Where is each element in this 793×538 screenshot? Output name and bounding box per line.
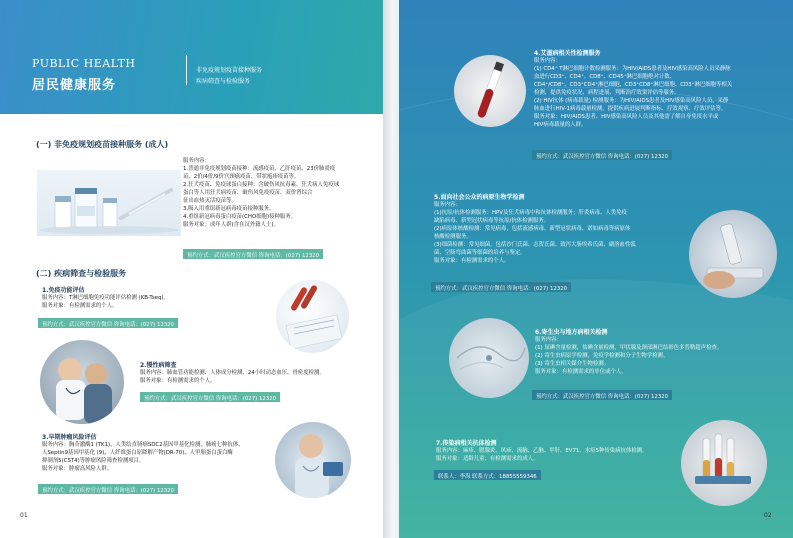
item-title: 7.传染病相关抗体检测 [436, 440, 497, 447]
content-line: 服务对象：适龄儿童；有检测需求的成人。 [436, 456, 539, 462]
content-line: 服务内容：麻疹、腮腺炎、风疹、流脑、乙脑、甲肝、EV71、水痘5种传染病抗体检测。 [436, 448, 648, 454]
target-line: 服务对象：有检测需求的单位或个人。 [535, 369, 627, 375]
content-line: (2) HIV抗体 (病毒载量) 检测服务：为HIV/AIDS患者及HIV感染高风险人员，采静 [534, 98, 729, 104]
contact-bar: 预约方式：武汉疾控官方微信 咨询电话：(027) 12320 [532, 390, 672, 400]
content-label: 服务内容： [534, 58, 561, 64]
content-line: 服务对象：HIV/AIDS患者、HIV感染高风险人员及其他需了解自身免疫水平或 [534, 114, 719, 120]
service-item [436, 438, 696, 463]
content-line: (2)病原体核酸检测：常见病毒，包括流感病毒、新型冠状病毒、诺如病毒等病原体 [434, 226, 631, 232]
contact-bar: 预约方式：武汉疾控官方微信 咨询电话：(027) 12320 [532, 150, 672, 160]
header-sub-item: 非免疫规划疫苗接种服务 [196, 67, 263, 74]
target-line: 服务对象：成年人群(含在汉外籍人士)。 [183, 222, 279, 228]
item-content: 服务内容：肺血管功能检测、人体成分检测、24小时动态血压、骨密度检测。 [140, 370, 325, 376]
item-target: 服务对象：有检测需求的个人。 [140, 378, 216, 384]
content-line: (1) 尿碘含量检测，盐碘含量检测，甲状腺及颈部淋巴结彩色多普勒超声检查。 [535, 345, 723, 351]
contact-bar: 预约方式：武汉疾控官方微信 咨询电话：(027) 12320 [38, 484, 178, 494]
screening-item [42, 432, 267, 473]
item-target: 服务对象：肿瘤高风险人群。 [42, 466, 113, 472]
item-content: 抑制剂5(CST4)等肿瘤风险筛查检测项目。 [42, 458, 145, 464]
content-line: CD4⁺/CD8⁺、CD3⁺CD4⁺淋巴细胞、CD3⁺CD8⁺淋巴细胞、CD3⁺淋巴细胞等相关 [534, 82, 733, 88]
section-title: (二) 疾病筛查与检验服务 [36, 269, 127, 278]
content-line: 血进行CD3⁺、CD4⁺、CD8⁺、CD45⁺淋巴细胞绝对计数、 [534, 74, 676, 80]
content-line: 3.吸入用重组新冠病毒疫苗接种服务。 [183, 206, 275, 212]
item-title: 5.面向社会公众的病原生物学检测 [434, 194, 525, 201]
content-line: (1)抗原/抗体检测服务：HPV及狂犬病毒中和抗体检测服务；肝炎病毒、人类免疫 [434, 210, 627, 216]
item-content: 人Septin9基因甲基化 (9)、人纤维蛋白原降解产物(DR-70)、人甲胎蛋白蛋白酶 [42, 450, 233, 456]
vaccine-photo [37, 170, 181, 236]
service-item [434, 192, 684, 265]
page-gutter [383, 0, 399, 538]
item-title: 6.寄生虫与地方病相关检测 [535, 329, 608, 336]
screening-item [140, 360, 360, 385]
content-line: 苗、2价/4价/9价宫颈癌疫苗、带状疱疹疫苗等。 [183, 174, 300, 180]
contact-bar: 预约方式：武汉疾控官方微信 咨询电话：(027) 12320 [183, 249, 323, 259]
contact-bar: 预约方式：武汉疾控官方微信 咨询电话：(027) 12320 [431, 282, 571, 292]
contact-bar: 预约方式：武汉疾控官方微信 咨询电话：(027) 12320 [140, 392, 280, 402]
specimen-photo [449, 318, 529, 398]
content-label: 服务内容： [434, 202, 461, 208]
page-header [0, 0, 383, 114]
content-label: 服务内容： [183, 158, 210, 164]
item-content: 服务内容：T淋巴细胞免疫功能评估检测 (KB-Tseq)。 [42, 295, 169, 301]
content-line: 2.狂犬疫苗、免疫球蛋白接种：含破伤风抗毒素、狂犬病人免疫球 [183, 182, 340, 188]
contact-bar: 联系人：李海 联系方式：18855559346 [434, 470, 541, 480]
page-number: 01 [20, 512, 28, 519]
screening-item [42, 285, 252, 310]
item-title: 3.早期肿瘤风险评估 [42, 434, 97, 441]
header-title-cn: 居民健康服务 [32, 78, 117, 93]
service-item [535, 327, 787, 376]
lab-tubes-photo [276, 280, 349, 353]
content-line: 1.普通非免疫规划疫苗接种：流感疫苗、乙肝疫苗、23价肺炎疫 [183, 166, 336, 172]
section1-body [183, 157, 378, 229]
content-line: (3)细菌检测：常见细菌，包括沙门氏菌、志贺氏菌、致泻大肠埃希氏菌、副溶血性弧 [434, 242, 636, 248]
left-page [0, 0, 383, 538]
blood-tube-photo [454, 55, 526, 127]
service-item [534, 48, 786, 129]
content-label: 服务内容： [535, 337, 562, 343]
content-line: 脉血进行HIV-1病毒载量检测，提供疾病进展判断指标、疗效观察、疗效评估等。 [534, 106, 727, 112]
section-title: (一) 非免疫规划疫苗接种服务 (成人) [36, 140, 169, 149]
test-tubes-photo [681, 420, 767, 506]
microscope-photo [689, 210, 777, 298]
item-title: 2.慢性病筛查 [140, 362, 177, 369]
contact-bar: 预约方式：武汉疾控官方微信 咨询电话：(027) 12320 [38, 318, 178, 328]
page-number: 02 [764, 512, 772, 519]
item-title: 4.艾滋病相关性检测服务 [534, 50, 601, 57]
content-line: (2) 寄生虫病原学检测，免疫学检测和分子生物学检测。 [535, 353, 669, 359]
item-title: 1.免疫功能评估 [42, 287, 85, 294]
content-line: 蛋白等人用狂犬病疫苗、破伤风免疫疫苗、双价肾综合 [183, 190, 313, 196]
content-line: 检测，提供免疫状况、病程进展、判断治疗效果评估等服务。 [534, 90, 680, 96]
header-sub-item: 疾病筛查与检验服务 [196, 78, 251, 85]
content-line: (3) 寄生虫相关媒介生物检测。 [535, 361, 610, 367]
content-line: 菌、空肠弯曲菌等细菌的培养与鉴定。 [434, 250, 526, 256]
right-page [399, 0, 793, 538]
content-line: 核酸检测服务。 [434, 234, 472, 240]
header-divider [186, 55, 187, 85]
content-line: 缺陷病毒、新型冠状病毒等抗原/抗体检测服务。 [434, 218, 550, 224]
checkup-photo [40, 340, 124, 424]
header-title-en: PUBLIC HEALTH [32, 57, 136, 70]
target-line: 服务对象：有检测需求的个人。 [434, 258, 510, 264]
content-line: (1) CD4⁺ T淋巴细胞计数检测服务：为HIV/AIDS患者及HIV感染高风险人员采静脉 [534, 66, 731, 72]
content-line: 4.重组新冠病毒蛋白疫苗(CHO细胞)接种服务。 [183, 214, 297, 220]
item-content: 服务内容：胸苷激酶1 (TK1)、人类结直肠癌SDC2基因甲基化检测、肺癌七种抗体、 [42, 442, 244, 448]
doctor-photo [275, 422, 351, 498]
item-target: 服务对象：有检测需求的个人。 [42, 303, 118, 309]
content-line: HIV病毒载量的人群。 [534, 122, 587, 128]
content-line: 征出血热灭活疫苗等。 [183, 198, 237, 204]
